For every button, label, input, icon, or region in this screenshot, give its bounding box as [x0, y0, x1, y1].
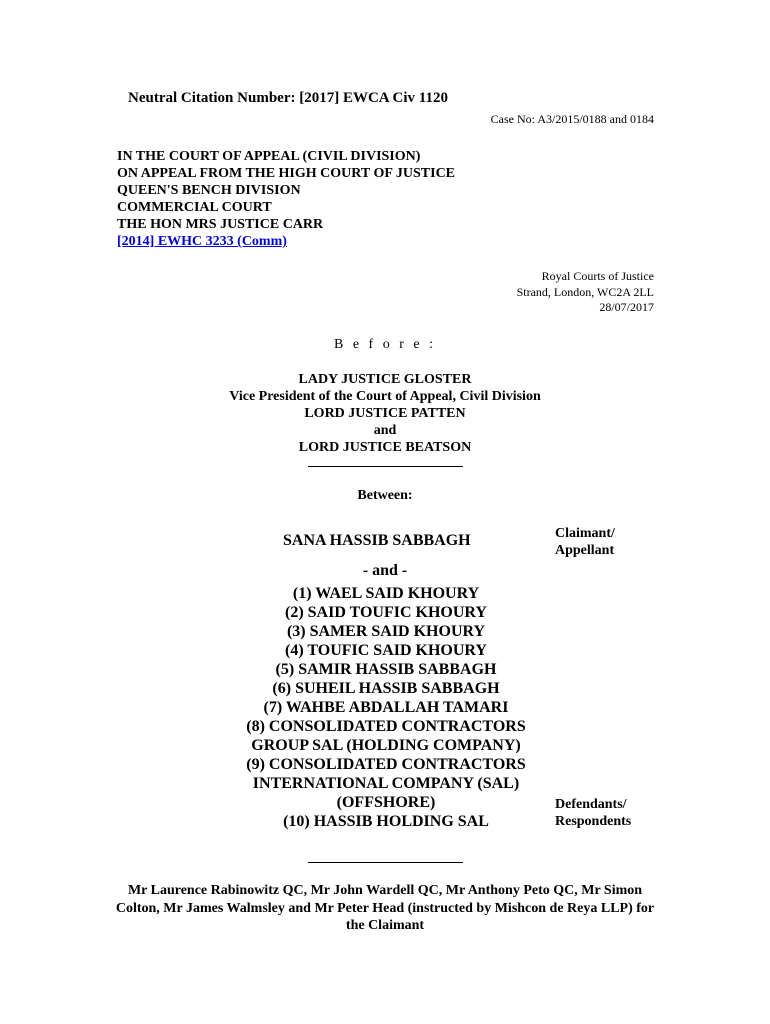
court-line: COMMERCIAL COURT [117, 200, 272, 215]
venue-line-2: Strand, London, WC2A 2LL [516, 285, 654, 299]
case-number: Case No: A3/2015/0188 and 0184 [490, 112, 654, 126]
defendants-role-line: Defendants/ [555, 797, 627, 812]
defendant-line: (3) SAMER SAID KHOURY [286, 623, 486, 640]
claimant-role-line: Appellant [555, 543, 615, 558]
court-line: THE HON MRS JUSTICE CARR [117, 217, 324, 232]
divider-line [308, 466, 463, 467]
defendant-line: INTERNATIONAL COMPANY (SAL) [252, 775, 520, 792]
defendant-line: (8) CONSOLIDATED CONTRACTORS [246, 718, 526, 735]
court-line: ON APPEAL FROM THE HIGH COURT OF JUSTICE [117, 166, 456, 181]
judge-line: Vice President of the Court of Appeal, Civil Division [229, 389, 541, 404]
and-label: - and - [362, 562, 408, 579]
judge-line: LORD JUSTICE PATTEN [304, 406, 466, 421]
defendant-line: (4) TOUFIC SAID KHOURY [285, 642, 487, 659]
neutral-citation: Neutral Citation Number: [2017] EWCA Civ 1120 [128, 90, 448, 106]
defendant-line: (10) HASSIB HOLDING SAL [283, 813, 489, 830]
defendant-line: (6) SUHEIL HASSIB SABBAGH [272, 680, 500, 697]
venue-line-1: Royal Courts of Justice [541, 269, 654, 283]
judgment-date: 28/07/2017 [599, 300, 654, 314]
claimant-name: SANA HASSIB SABBAGH [283, 532, 471, 549]
before-label: B e f o r e : [334, 337, 436, 352]
and-separator [0, 562, 770, 580]
judge-line: LORD JUSTICE BEATSON [298, 440, 472, 455]
defendants-role [555, 796, 631, 830]
divider-line [308, 862, 463, 863]
lower-court-citation-link[interactable]: [2014] EWHC 3233 (Comm) [117, 234, 287, 249]
defendant-line: (7) WAHBE ABDALLAH TAMARI [263, 699, 509, 716]
defendants-role-line: Respondents [555, 814, 632, 829]
counsel-paragraph: Mr Laurence Rabinowitz QC, Mr John Wardell QC, Mr Anthony Peto QC, Mr Simon Colton, Mr James Walmsley and Mr Peter Head (instructed by Mishcon de Reya LLP) for the Claimant [115, 883, 655, 933]
claimant-role-line: Claimant/ [555, 526, 615, 541]
judges-block [0, 371, 770, 456]
defendant-line: GROUP SAL (HOLDING COMPANY) [251, 737, 521, 754]
defendant-line: (OFFSHORE) [336, 794, 436, 811]
venue-block [517, 268, 654, 300]
defendant-line: (1) WAEL SAID KHOURY [292, 585, 480, 602]
court-line: QUEEN'S BENCH DIVISION [117, 183, 301, 198]
defendant-line: (9) CONSOLIDATED CONTRACTORS [246, 756, 526, 773]
defendant-line: (5) SAMIR HASSIB SABBAGH [275, 661, 497, 678]
defendant-line: (2) SAID TOUFIC KHOURY [285, 604, 487, 621]
judge-line: LADY JUSTICE GLOSTER [298, 372, 472, 387]
claimant-role [555, 525, 615, 559]
defendants-block [228, 584, 544, 831]
between-label: Between: [357, 488, 413, 503]
court-block [117, 148, 455, 250]
judge-line: and [373, 423, 397, 438]
court-line: IN THE COURT OF APPEAL (CIVIL DIVISION) [117, 149, 421, 164]
